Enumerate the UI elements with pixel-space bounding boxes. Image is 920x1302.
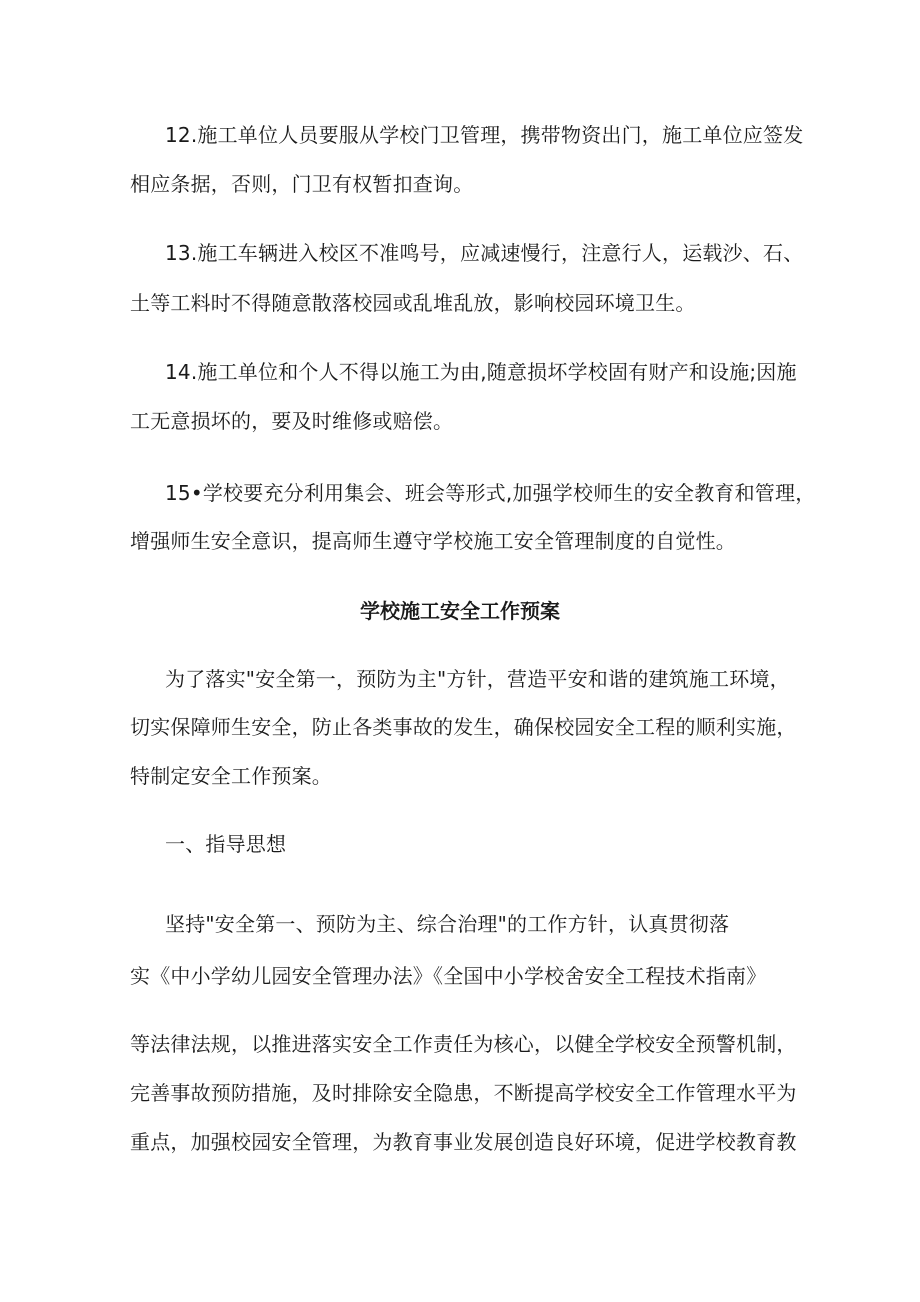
heading-guiding-ideology: 一、指导思想: [165, 832, 287, 856]
section-title: 学校施工安全工作预案: [360, 599, 560, 623]
paragraph-14-line-1: 14.施工单位和个人不得以施工为由,随意损坏学校固有财产和设施;因施: [165, 360, 797, 384]
intro-line-1: 为了落实"安全第一，预防为主"方针，营造平安和谐的建筑施工环境，: [165, 667, 790, 691]
paragraph-14-line-2: 工无意损坏的，要及时维修或赔偿。: [130, 409, 454, 433]
intro-line-3: 特制定安全工作预案。: [130, 764, 332, 788]
guide-line-5: 重点，加强校园安全管理，为教育事业发展创造良好环境，促进学校教育教: [130, 1130, 797, 1154]
paragraph-15-line-2: 增强师生安全意识，提高师生遵守学校施工安全管理制度的自觉性。: [130, 529, 736, 553]
paragraph-13-line-2: 土等工料时不得随意散落校园或乱堆乱放，影响校园环境卫生。: [130, 291, 696, 315]
paragraph-12-line-1: 12.施工单位人员要服从学校门卫管理，携带物资出门，施工单位应签发: [165, 123, 804, 147]
guide-line-2: 实《中小学幼儿园安全管理办法》《全国中小学校舍安全工程技术指南》: [130, 964, 767, 988]
guide-line-4: 完善事故预防措施，及时排除安全隐患，不断提高学校安全工作管理水平为: [130, 1081, 797, 1105]
paragraph-13-line-1: 13.施工车辆进入校区不准鸣号，应减速慢行，注意行人，运载沙、石、: [165, 241, 804, 265]
guide-line-1: 坚持"安全第一、预防为主、综合治理"的工作方针，认真贯彻落: [165, 912, 730, 936]
intro-line-2: 切实保障师生安全，防止各类事故的发生，确保校园安全工程的顺利实施，: [130, 715, 797, 739]
paragraph-15-line-1: 15•学校要充分利用集会、班会等形式,加强学校师生的安全教育和管理，: [165, 481, 816, 505]
guide-line-3: 等法律法规，以推进落实安全工作责任为核心，以健全学校安全预警机制，: [130, 1032, 797, 1056]
paragraph-12-line-2: 相应条据，否则，门卫有权暂扣查询。: [130, 172, 474, 196]
